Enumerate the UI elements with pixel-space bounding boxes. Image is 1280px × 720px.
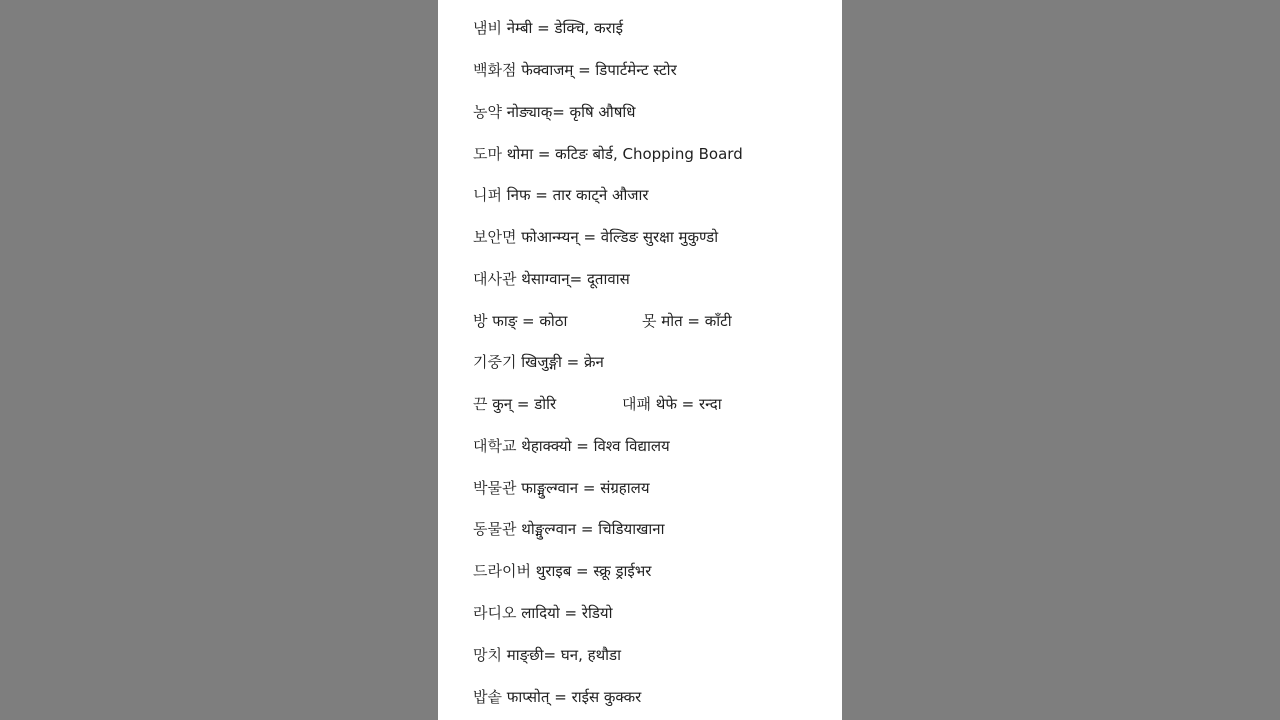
vocab-entry: 니퍼 निफ = तार काट्ने औजार: [473, 186, 649, 204]
document-page: [438, 0, 842, 720]
vocab-entry: 냄비 नेम्बी = डेक्चि, कराई: [473, 19, 623, 37]
left-backdrop: [0, 0, 438, 720]
vocab-entry: 동물관 थोङ्मुल्ग्वान = चिडियाखाना: [473, 520, 665, 538]
vocab-entry: 밥솥 फाप्सोत् = राईस कुक्कर: [473, 688, 642, 706]
vocab-entry: 보안면 फोआन्म्यन् = वेल्डिङ सुरक्षा मुकुण्डो: [473, 228, 719, 246]
vocab-entry-second: 대패 थेफे = रन्दा: [622, 395, 722, 413]
vocab-entry: 끈 कुन् = डोरि: [473, 395, 557, 413]
vocab-entry: 방 फाङ् = कोठा: [473, 312, 568, 330]
vocab-entry: 박물관 फाङ्मुल्ग्वान = संग्रहालय: [473, 479, 650, 497]
vocab-entry-second: 못 मोत = काँटी: [642, 312, 732, 330]
vocab-entry: 대사관 थेसाग्वान्= दूतावास: [473, 270, 630, 288]
vocab-entry: 대학교 थेहाक्क्यो = विश्व विद्यालय: [473, 437, 670, 455]
vocab-entry: 도마 थोमा = कटिङ बोर्ड, Chopping Board: [473, 145, 743, 163]
vocab-entry: 농약 नोङ्याक्= कृषि औषधि: [473, 103, 636, 121]
vocab-entry: 라디오 लादियो = रेडियो: [473, 604, 613, 622]
vocab-entry: 망치 माङ्छी= घन, हथौडा: [473, 646, 621, 664]
vocab-entry: 백화점 फेक्वाजम् = डिपार्टमेन्ट स्टोर: [473, 61, 677, 79]
vocab-entry: 기중기 खिजुङ्गी = क्रेन: [473, 353, 604, 371]
vocab-entry: 드라이버 थुराइब = स्क्रू ड्राईभर: [473, 562, 652, 580]
right-backdrop: [842, 0, 1280, 720]
